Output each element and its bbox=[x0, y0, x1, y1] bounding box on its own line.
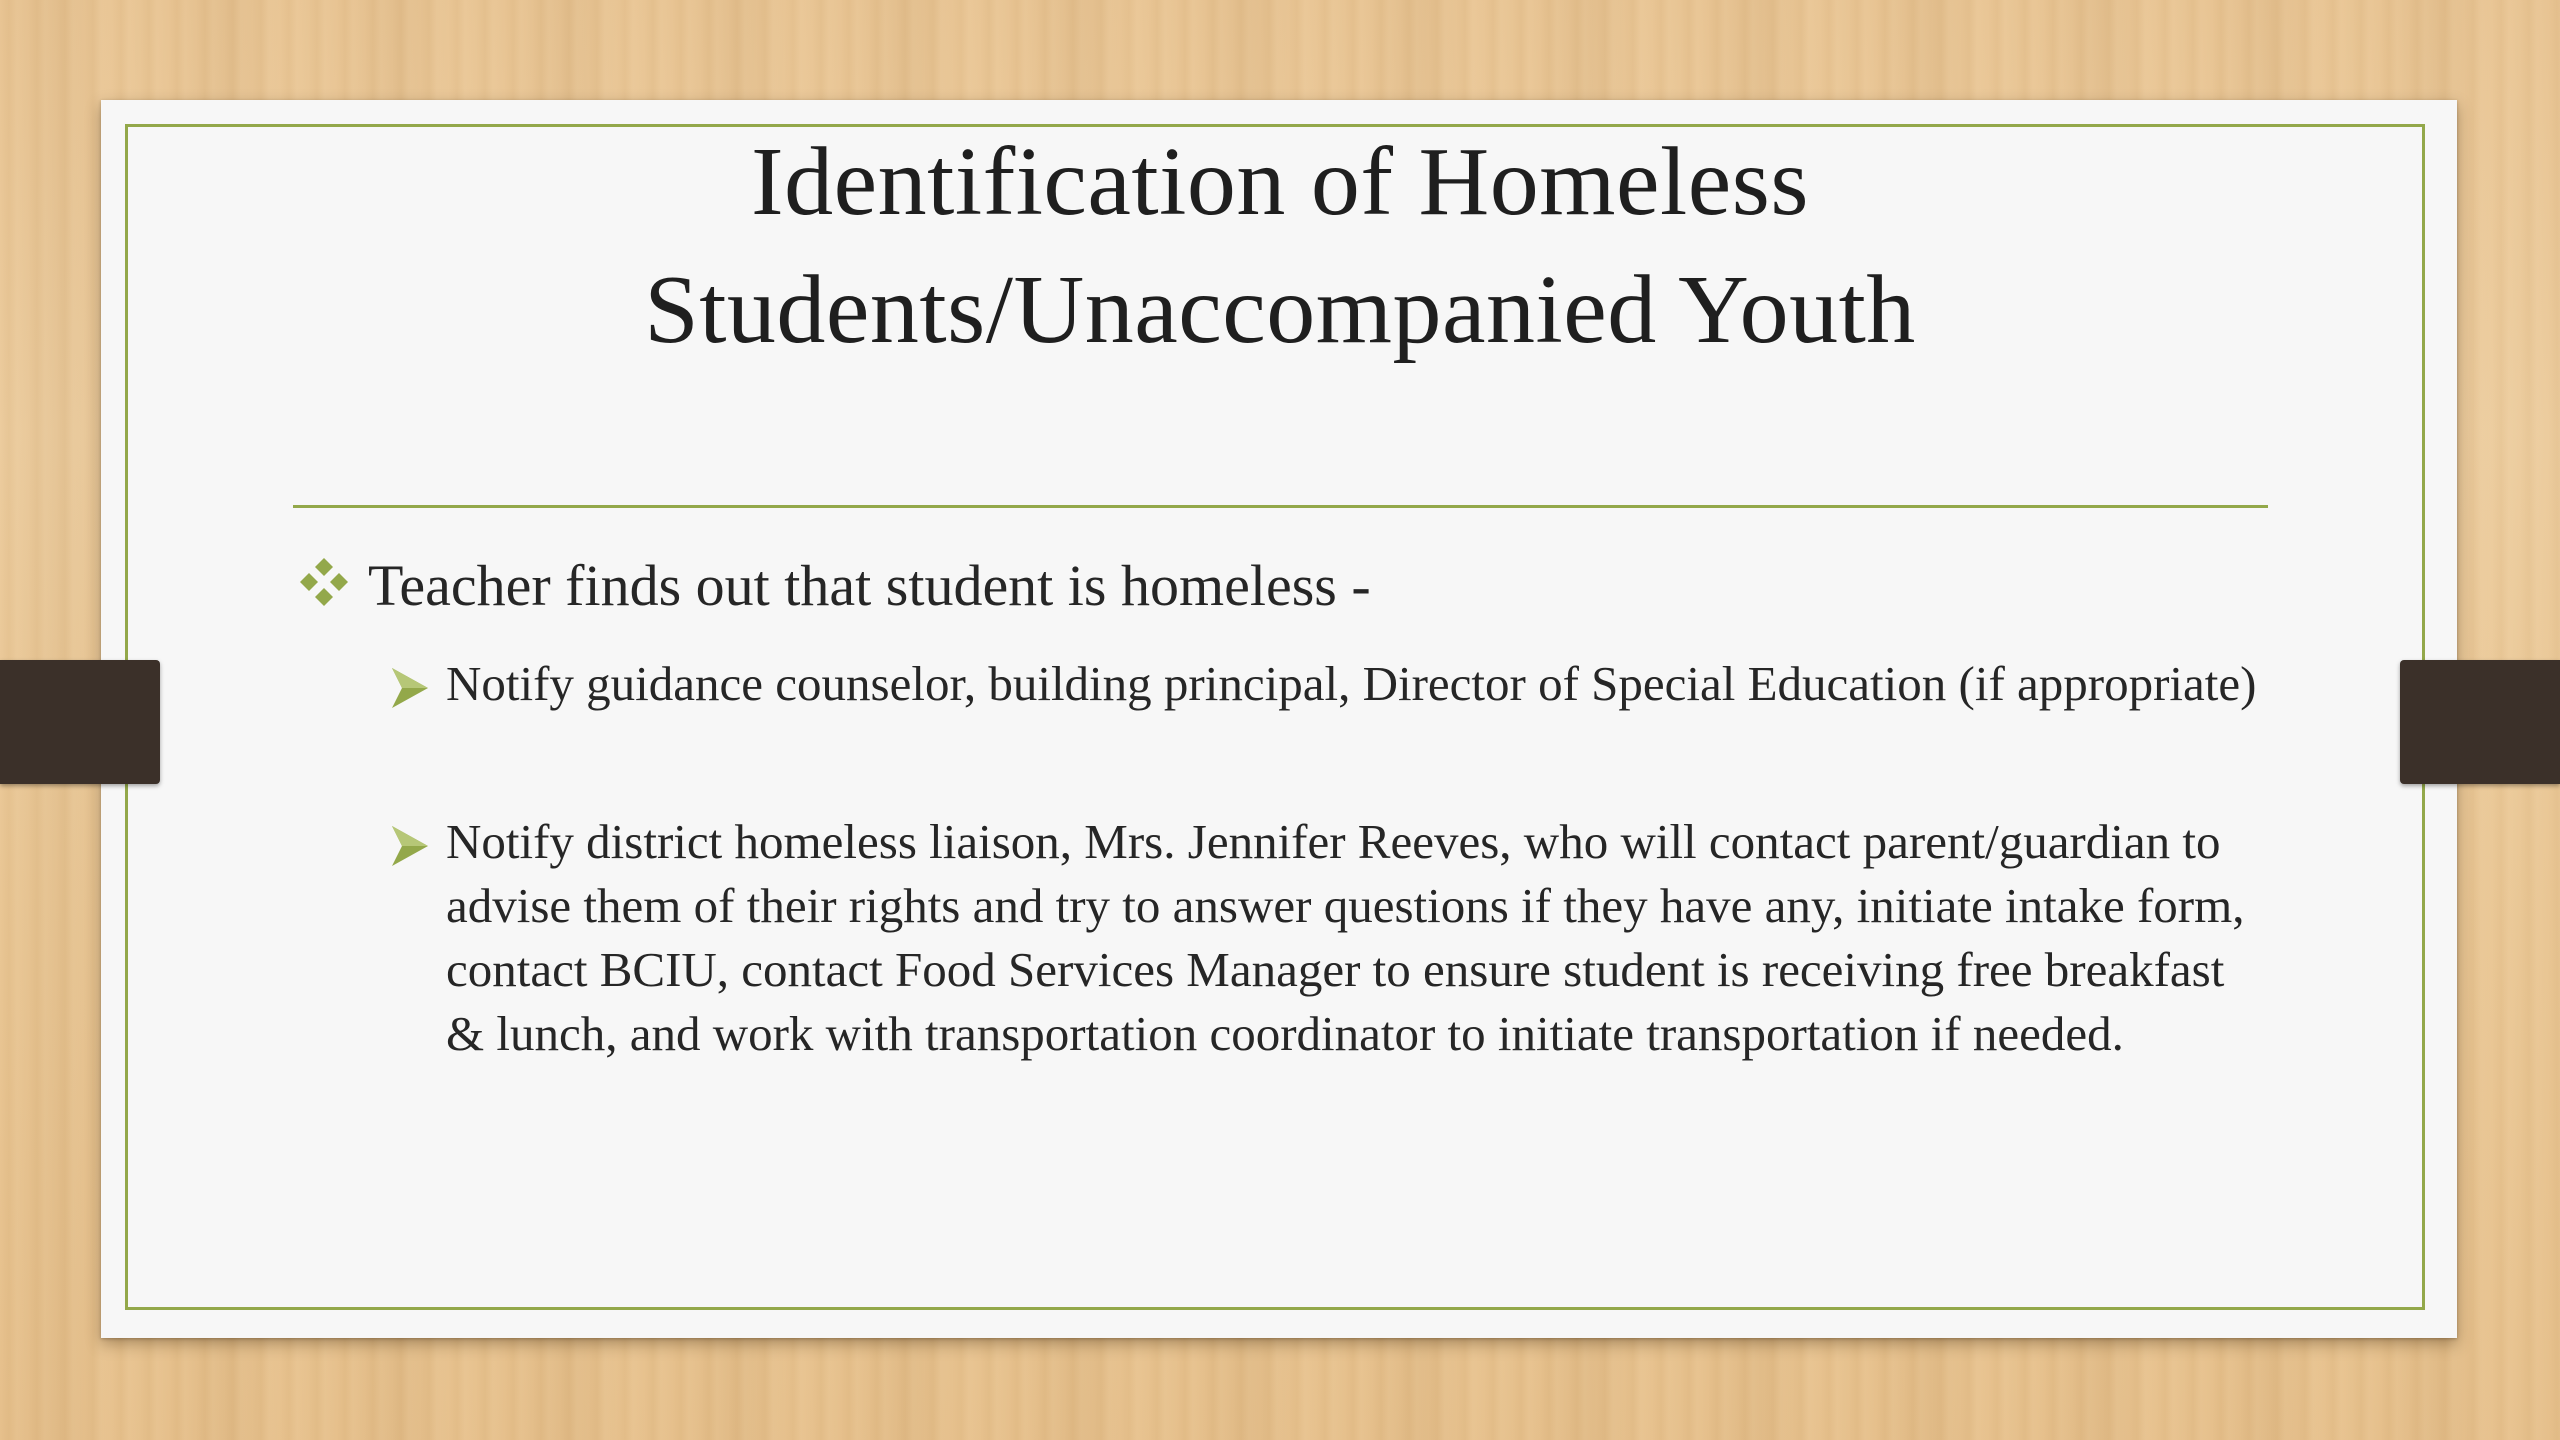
four-diamond-bullet-icon bbox=[296, 554, 352, 610]
binder-clip-left bbox=[0, 660, 160, 784]
bullet-level-1 bbox=[296, 548, 2256, 624]
bullet-level-2 bbox=[390, 810, 2270, 1066]
binder-clip-right bbox=[2400, 660, 2560, 784]
arrowhead-bullet-icon bbox=[390, 666, 430, 710]
bullet-text: Teacher finds out that student is homeless - bbox=[368, 553, 1371, 618]
slide-title-line-1: Identification of Homeless bbox=[750, 128, 1810, 236]
slide-title bbox=[200, 118, 2360, 374]
bullet-level-2 bbox=[390, 652, 2270, 716]
title-divider bbox=[293, 505, 2268, 508]
slide-title-line-2: Students/Unaccompanied Youth bbox=[644, 256, 1916, 364]
arrowhead-bullet-icon bbox=[390, 824, 430, 868]
bullet-text: Notify guidance counselor, building principal, Director of Special Education (if appropriate) bbox=[446, 656, 2257, 711]
bullet-text: Notify district homeless liaison, Mrs. Jennifer Reeves, who will contact parent/guardian to advise them of their rights and try to answer questions if they have any, initiate intake form, contact BCIU, contact Food Services Manager to ensure student is receiving free breakfast & lunch, and work with transportation coordinator to initiate transportation if needed. bbox=[446, 814, 2245, 1061]
